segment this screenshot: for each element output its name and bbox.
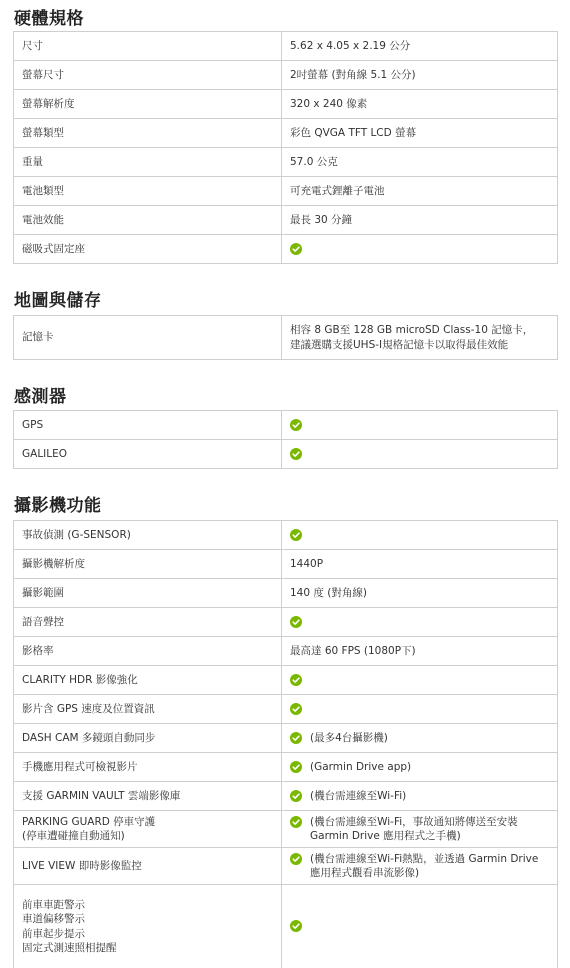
check-icon <box>290 419 302 431</box>
text-line: 應用程式觀看串流影像) <box>310 867 420 879</box>
row-note <box>310 815 518 843</box>
section-title-camera: 攝影機功能 <box>14 496 102 516</box>
check-icon <box>290 920 302 932</box>
row-note <box>310 852 538 880</box>
table-row <box>14 521 558 550</box>
row-label: 手機應用程式可檢視影片 <box>14 753 282 782</box>
row-label: GALILEO <box>14 440 282 469</box>
table-row <box>14 148 558 177</box>
table-row <box>14 753 558 782</box>
check-icon <box>290 674 302 686</box>
row-value: 140 度 (對角線) <box>282 579 558 608</box>
row-value <box>282 848 558 885</box>
row-label: DASH CAM 多鏡頭自動同步 <box>14 724 282 753</box>
row-value <box>282 411 558 440</box>
check-icon <box>290 616 302 628</box>
row-label: 攝影機解析度 <box>14 550 282 579</box>
row-value: 57.0 公克 <box>282 148 558 177</box>
section-title-hardware: 硬體規格 <box>14 9 84 29</box>
row-value <box>282 811 558 848</box>
row-label: 螢幕尺寸 <box>14 61 282 90</box>
text-line: 固定式測速照相提醒 <box>22 941 117 954</box>
row-label: 攝影範圍 <box>14 579 282 608</box>
table-row <box>14 411 558 440</box>
row-label: 事故偵測 (G-SENSOR) <box>14 521 282 550</box>
text-line: 建議選購支援UHS-I規格記憶卡以取得最佳效能 <box>290 338 509 351</box>
check-icon <box>290 761 302 773</box>
table-row <box>14 637 558 666</box>
text-line: (機台需連線至Wi-Fi，事故通知將傳送至安裝 <box>310 815 518 828</box>
row-value <box>282 666 558 695</box>
table-row <box>14 61 558 90</box>
row-label: CLARITY HDR 影像強化 <box>14 666 282 695</box>
row-value: 320 x 240 像素 <box>282 90 558 119</box>
row-value: 彩色 QVGA TFT LCD 螢幕 <box>282 119 558 148</box>
table-row <box>14 32 558 61</box>
text-line: (機台需連線至Wi-Fi) <box>310 789 407 802</box>
table-row <box>14 177 558 206</box>
row-value: 1440P <box>282 550 558 579</box>
table-row <box>14 119 558 148</box>
check-icon <box>290 853 302 865</box>
row-value <box>282 608 558 637</box>
check-icon <box>290 243 302 255</box>
table-row <box>14 440 558 469</box>
check-icon <box>290 732 302 744</box>
text-line: (停車遭碰撞自動通知) <box>22 830 125 842</box>
check-icon <box>290 816 302 828</box>
text-line: (機台需連線至Wi-Fi熱點，並透過 Garmin Drive <box>310 852 539 865</box>
text-line: 前車起步提示 <box>22 927 85 940</box>
row-value <box>282 440 558 469</box>
row-label: 尺寸 <box>14 32 282 61</box>
row-note <box>310 731 388 745</box>
table-row <box>14 695 558 724</box>
row-value: 可充電式鋰離子電池 <box>282 177 558 206</box>
table-row <box>14 316 558 360</box>
table-row <box>14 579 558 608</box>
row-value <box>282 695 558 724</box>
row-label: 影格率 <box>14 637 282 666</box>
text-line: PARKING GUARD 停車守護 <box>22 815 156 828</box>
row-label: 影片含 GPS 速度及位置資訊 <box>14 695 282 724</box>
row-value <box>282 885 558 968</box>
section-title-sensors: 感測器 <box>14 387 67 407</box>
row-label: 支援 GARMIN VAULT 雲端影像庫 <box>14 782 282 811</box>
row-note <box>310 789 406 803</box>
row-label <box>14 811 282 848</box>
row-label: 記憶卡 <box>14 316 282 360</box>
row-label: 重量 <box>14 148 282 177</box>
check-icon <box>290 529 302 541</box>
row-label: 電池效能 <box>14 206 282 235</box>
row-value <box>282 724 558 753</box>
text-line: (最多4台攝影機) <box>310 731 388 744</box>
row-value: 最高達 60 FPS (1080P下) <box>282 637 558 666</box>
table-row <box>14 666 558 695</box>
table-row <box>14 848 558 885</box>
row-value: 最長 30 分鐘 <box>282 206 558 235</box>
row-label: 磁吸式固定座 <box>14 235 282 264</box>
text-line: Garmin Drive 應用程式之手機) <box>310 830 461 842</box>
row-value <box>282 753 558 782</box>
table-row <box>14 90 558 119</box>
text-line: 前車車距警示 <box>22 899 85 912</box>
table-row <box>14 206 558 235</box>
table-row <box>14 724 558 753</box>
camera-features-table <box>13 520 558 968</box>
table-row <box>14 811 558 848</box>
text-line: (Garmin Drive app) <box>310 760 412 773</box>
sensors-table <box>13 410 558 469</box>
row-label: LIVE VIEW 即時影像監控 <box>14 848 282 885</box>
table-row <box>14 550 558 579</box>
hardware-spec-table <box>13 31 558 264</box>
row-label: GPS <box>14 411 282 440</box>
row-value <box>282 235 558 264</box>
text-line: 相容 8 GB至 128 GB microSD Class-10 記憶卡， <box>290 324 534 337</box>
row-value <box>282 316 558 360</box>
table-row <box>14 885 558 968</box>
row-note <box>310 760 411 774</box>
row-value <box>282 782 558 811</box>
table-row <box>14 235 558 264</box>
row-label: 電池類型 <box>14 177 282 206</box>
table-row <box>14 608 558 637</box>
section-title-map-storage: 地圖與儲存 <box>14 291 102 311</box>
check-icon <box>290 703 302 715</box>
check-icon <box>290 790 302 802</box>
row-label: 螢幕類型 <box>14 119 282 148</box>
row-value: 2吋螢幕 (對角線 5.1 公分) <box>282 61 558 90</box>
row-value: 5.62 x 4.05 x 2.19 公分 <box>282 32 558 61</box>
row-label: 螢幕解析度 <box>14 90 282 119</box>
table-row <box>14 782 558 811</box>
row-value <box>282 521 558 550</box>
row-label <box>14 885 282 968</box>
map-storage-table <box>13 315 558 360</box>
text-line: 車道偏移警示 <box>22 913 85 926</box>
row-label: 語音聲控 <box>14 608 282 637</box>
check-icon <box>290 448 302 460</box>
